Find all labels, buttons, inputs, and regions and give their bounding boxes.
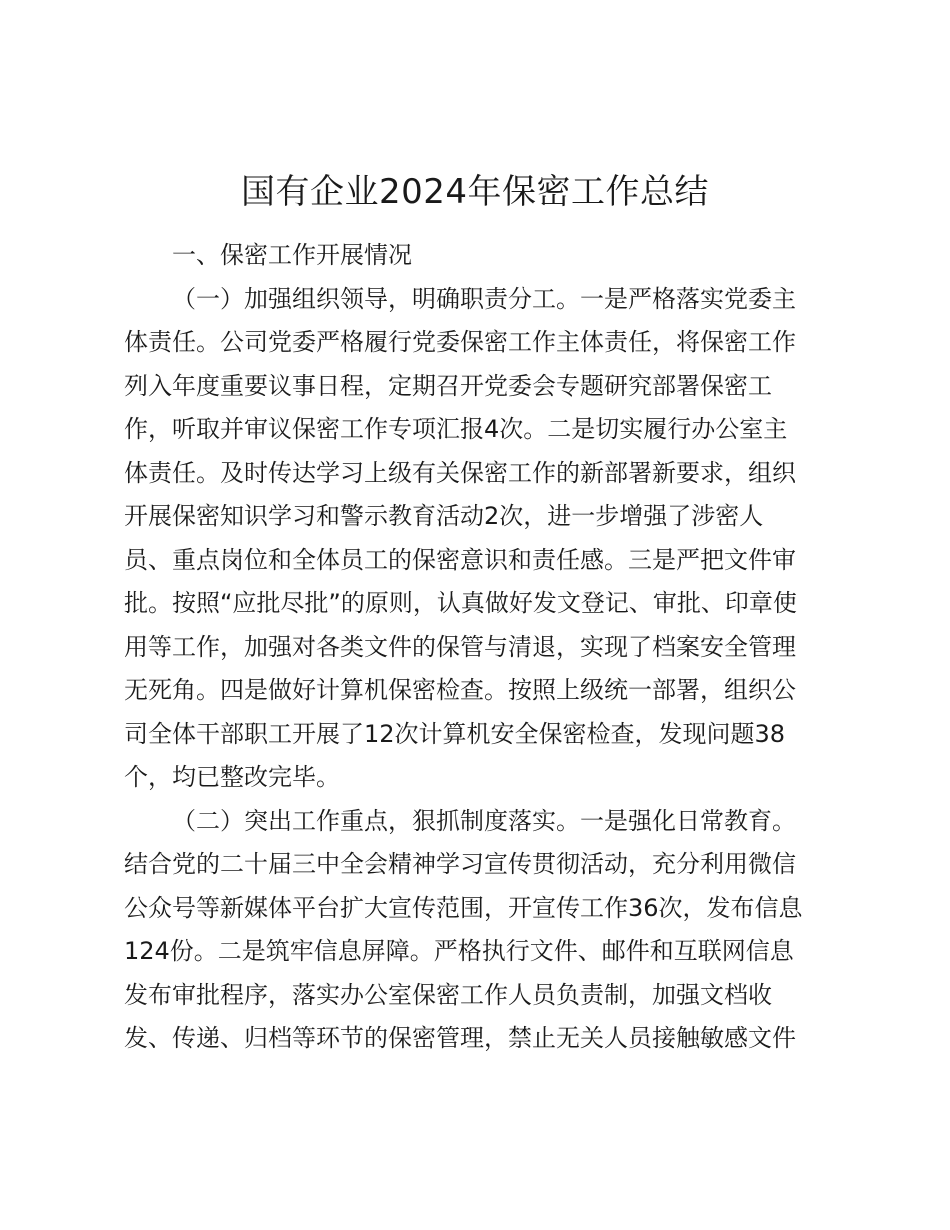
text-line: 用等工作，加强对各类文件的保管与清退，实现了档案安全管理 — [124, 632, 796, 661]
text-line: 个，均已整改完毕。 — [124, 763, 340, 791]
text-line: 一、保密工作开展情况 — [172, 241, 412, 269]
text-line: 列入年度重要议事日程，定期召开党委会专题研究部署保密工 — [124, 371, 772, 400]
text-line: 124份。二是筑牢信息屏障。严格执行文件、邮件和互联网信息 — [124, 937, 794, 965]
text-line: 作，听取并审议保密工作专项汇报4次。二是切实履行办公室主 — [124, 415, 788, 443]
text-line: 开展保密知识学习和警示教育活动2次，进一步增强了涉密人 — [124, 502, 764, 530]
text-line: 无死角。四是做好计算机保密检查。按照上级统一部署，组织公 — [124, 676, 796, 704]
document-body — [124, 234, 838, 1061]
text-line: 体责任。公司党委严格履行党委保密工作主体责任，将保密工作 — [124, 328, 796, 356]
text-line: 员、重点岗位和全体员工的保密意识和责任感。三是严把文件审 — [124, 545, 796, 574]
text-line: 发、传递、归档等环节的保密管理，禁止无关人员接触敏感文件 — [124, 1024, 796, 1052]
text-line: 司全体干部职工开展了12次计算机安全保密检查，发现问题38 — [124, 719, 786, 748]
text-line: （一）加强组织领导，明确职责分工。一是严格落实党委主 — [172, 284, 796, 313]
text-line: 结合党的二十届三中全会精神学习宣传贯彻活动，充分利用微信 — [124, 850, 796, 878]
text-line: 体责任。及时传达学习上级有关保密工作的新部署新要求，组织 — [124, 458, 796, 487]
text-line: 公众号等新媒体平台扩大宣传范围，开宣传工作36次，发布信息 — [124, 893, 803, 922]
text-line: （二）突出工作重点，狠抓制度落实。一是强化日常教育。 — [172, 806, 796, 835]
text-line: 批。按照“应批尽批”的原则，认真做好发文登记、审批、印章使 — [124, 589, 797, 617]
document-title: 国有企业2024年保密工作总结 — [240, 172, 710, 212]
text-line: 发布审批程序，落实办公室保密工作人员负责制，加强文档收 — [124, 980, 772, 1009]
